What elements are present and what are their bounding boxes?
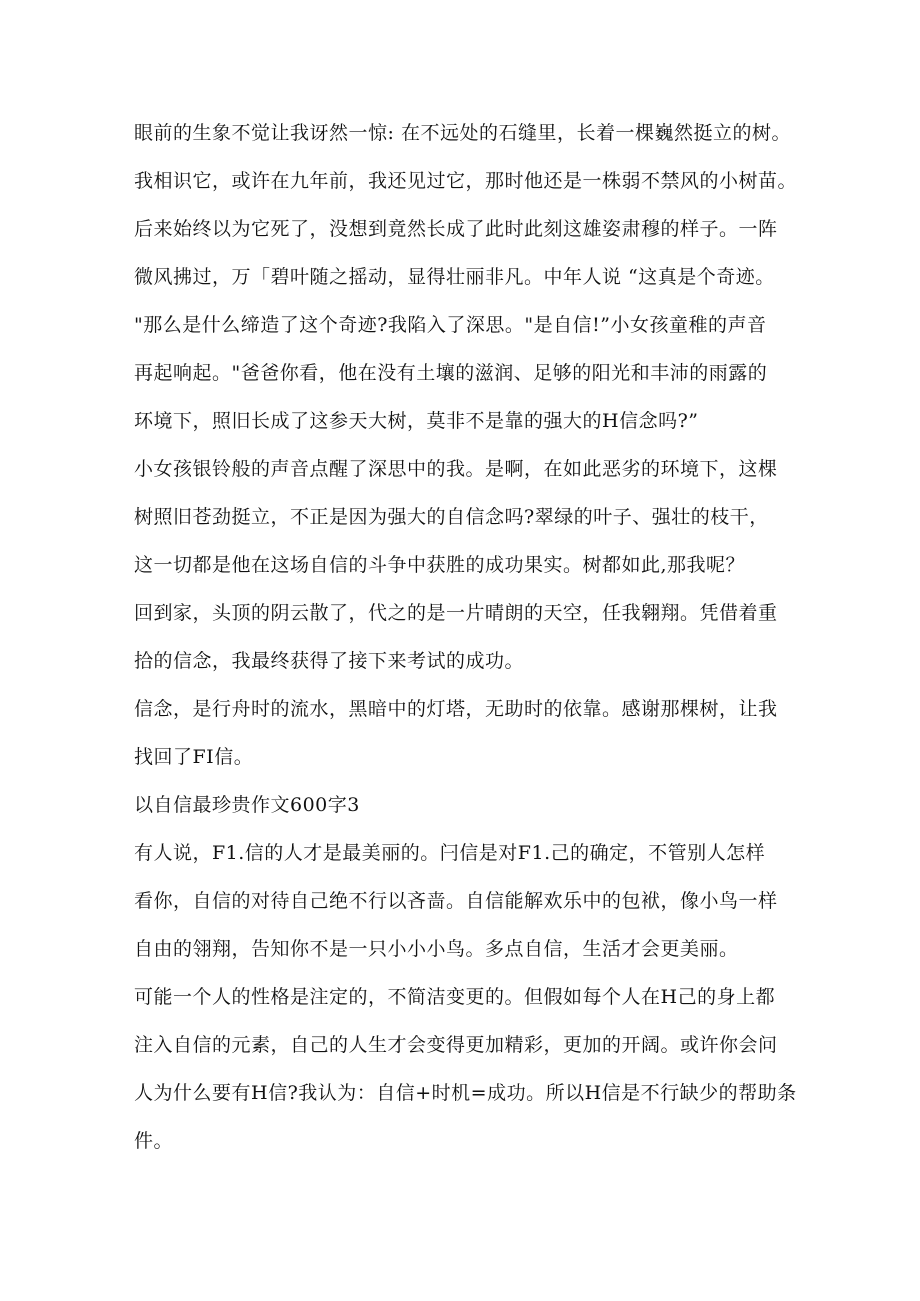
text-line: 眼前的生象不觉让我讶然一惊: 在不远处的石缝里，长着一棵巍然挺立的树。 (134, 122, 791, 144)
text-line: 环境下，照旧长成了这参天大树，莫非不是靠的强大的H信念吗?” (134, 410, 699, 432)
text-line: 再起响起。"爸爸你看，他在没有土壤的滋润、足够的阳光和丰沛的雨露的 (134, 362, 768, 384)
text-line: 我相识它，或许在九年前，我还见过它，那时他还是一株弱不禁风的小树苗。 (134, 170, 798, 192)
text-line: 小女孩银铃般的声音点醒了深思中的我。是啊，在如此恶劣的环境下，这棵 (134, 458, 778, 480)
paragraph-1 (134, 109, 798, 445)
text-line: 自由的翎翔，告知你不是一只小小小鸟。多点自信，生活才会更美丽。 (134, 938, 739, 960)
text-line: 注入自信的元素，自己的人生才会变得更加精彩，更加的开阔。或许你会问 (134, 1034, 778, 1056)
text-line: 微风拂过，万「碧叶随之摇动，显得壮丽非凡。中年人说 “这真是个奇迹。 (134, 266, 775, 288)
text-line: 可能一个人的性格是注定的，不简洁变更的。但假如每个人在H己的身上都 (134, 986, 776, 1008)
text-line: 件。 (134, 1130, 174, 1152)
text-line: 拾的信念，我最终获得了接下来考试的成功。 (134, 650, 525, 672)
essay-body (134, 109, 798, 1165)
text-line: 后来始终以为它死了，没想到竟然长成了此时此刻这雄姿肃穆的样子。一阵 (134, 218, 778, 240)
paragraph-3 (134, 589, 794, 685)
paragraph-6 (134, 973, 797, 1165)
heading-line: 以自信最珍贵作文600字3 (134, 794, 360, 816)
paragraph-2 (134, 445, 794, 589)
text-line: 回到家，头顶的阴云散了，代之的是一片晴朗的天空，任我翱翔。凭借着重 (134, 602, 778, 624)
text-line: 人为什么要有H信?我认为：自信+时机=成功。所以H信是不行缺少的帮助条 (134, 1082, 797, 1104)
text-line: 看你，自信的对待自己绝不行以吝啬。自信能解欢乐中的包袱，像小鸟一样 (134, 890, 778, 912)
section-heading (134, 781, 794, 829)
text-line: 有人说，F1.信的人才是最美丽的。闩信是对F1.己的确定，不管别人怎样 (134, 842, 766, 864)
text-line: 树照旧苍劲挺立，不正是因为强大的自信念吗?翠绿的叶子、强壮的枝干， (134, 506, 769, 528)
text-line: "那么是什么缔造了这个奇迹?我陷入了深思。"是自信!”小女孩童稚的声音 (134, 314, 767, 336)
text-line: 这一切都是他在这场自信的斗争中获胜的成功果实。树都如此,那我呢？ (134, 554, 746, 576)
paragraph-4 (134, 685, 794, 781)
paragraph-5 (134, 829, 794, 973)
text-line: 找回了FI信。 (134, 746, 254, 768)
text-line: 信念，是行舟时的流水，黑暗中的灯塔，无助时的依靠。感谢那棵树，让我 (134, 698, 778, 720)
